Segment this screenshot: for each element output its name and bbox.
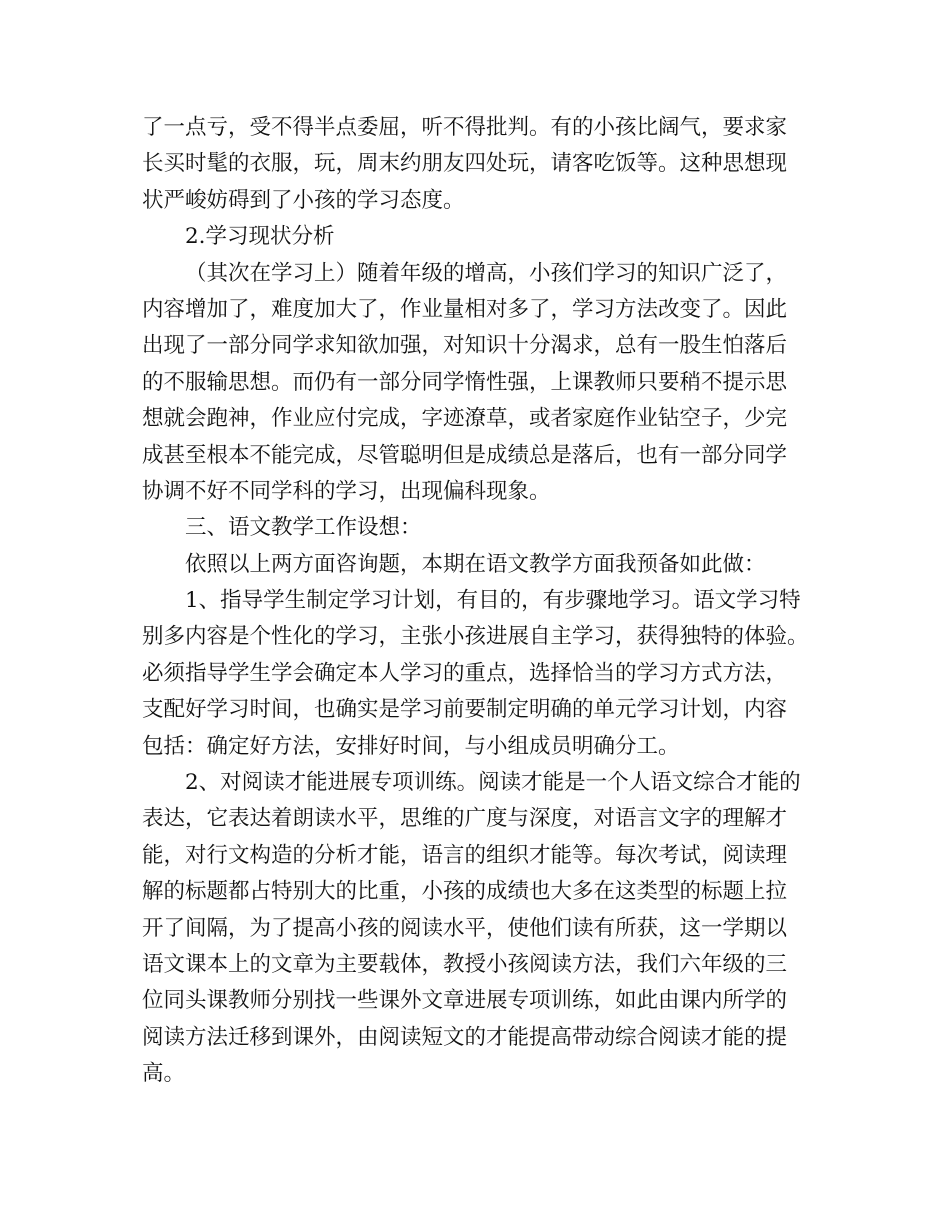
text-line: 依照以上两方面咨询题，本期在语文教学方面我预备如此做： xyxy=(185,551,766,577)
text-line: 位同头课教师分别找一些课外文章进展专项训练，如此由课内所学的 xyxy=(142,988,788,1014)
text-line: 2、对阅读才能进展专项训练。阅读才能是一个人语文综合才能的 xyxy=(185,770,801,796)
text-line: 必须指导学生学会确定本人学习的重点，选择恰当的学习方式方法， xyxy=(142,660,788,686)
text-line: 1、指导学生制定学习计划，有目的，有步骤地学习。语文学习特 xyxy=(185,588,801,614)
text-line: 高。 xyxy=(142,1061,186,1087)
text-line: 的不服输思想。而仍有一部分同学惰性强，上课教师只要稍不提示思 xyxy=(142,369,788,395)
text-line: 协调不好不同学科的学习，出现偏科现象。 xyxy=(142,478,551,504)
text-line: 开了间隔，为了提高小孩的阅读水平，使他们读有所获，这一学期以 xyxy=(142,915,788,941)
text-line: 成甚至根本不能完成，尽管聪明但是成绩总是落后，也有一部分同学 xyxy=(142,442,788,468)
text-line: 支配好学习时间，也确实是学习前要制定明确的单元学习计划，内容 xyxy=(142,697,788,723)
text-line: 别多内容是个性化的学习，主张小孩进展自主学习，获得独特的体验。 xyxy=(142,624,809,650)
text-line: 解的标题都占特别大的比重，小孩的成绩也大多在这类型的标题上拉 xyxy=(142,879,788,905)
text-line: 能，对行文构造的分析才能，语言的组织才能等。每次考试，阅读理 xyxy=(142,842,788,868)
text-line: 长买时髦的衣服，玩，周末约朋友四处玩，请客吃饭等。这种思想现 xyxy=(142,151,788,177)
text-line: 语文课本上的文章为主要载体，教授小孩阅读方法，我们六年级的三 xyxy=(142,951,788,977)
text-line: 阅读方法迁移到课外，由阅读短文的才能提高带动综合阅读才能的提 xyxy=(142,1024,788,1050)
text-line: 内容增加了，难度加大了，作业量相对多了，学习方法改变了。因此 xyxy=(142,296,788,322)
document-body xyxy=(142,110,822,1093)
text-line: 想就会跑神，作业应付完成，字迹潦草，或者家庭作业钻空子，少完 xyxy=(142,406,788,432)
text-line: 状严峻妨碍到了小孩的学习态度。 xyxy=(142,187,465,213)
text-line: 表达，它表达着朗读水平，思维的广度与深度，对语言文字的理解才 xyxy=(142,806,788,832)
text-line: 三、语文教学工作设想： xyxy=(185,515,422,541)
text-line: 包括：确定好方法，安排好时间，与小组成员明确分工。 xyxy=(142,733,680,759)
text-line: 了一点亏，受不得半点委屈，听不得批判。有的小孩比阔气，要求家 xyxy=(142,115,788,140)
text-line: 出现了一部分同学求知欲加强，对知识十分渴求，总有一股生怕落后 xyxy=(142,333,788,359)
text-line: 2.学习现状分析 xyxy=(185,224,335,250)
text-line: （其次在学习上）随着年级的增高，小孩们学习的知识广泛了， xyxy=(185,260,788,286)
